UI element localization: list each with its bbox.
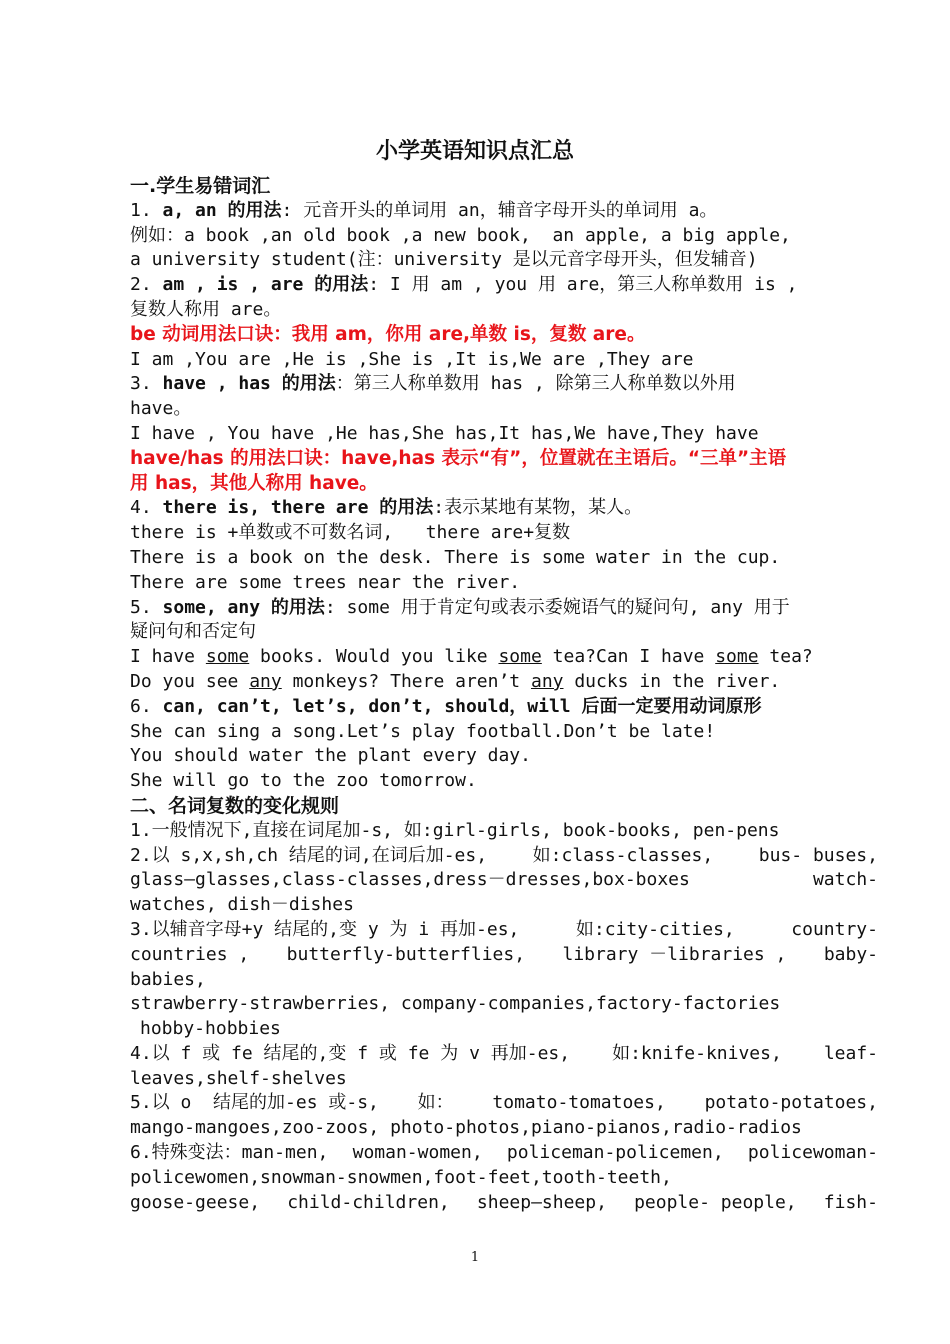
example-text: tea? [758, 646, 813, 668]
section-heading: 二、名词复数的变化规则 [130, 794, 340, 817]
underlined-word: some [715, 646, 759, 668]
example-line: I have , You have ,He has,She has,It has,We have,They have [130, 422, 759, 444]
plural-rule-6 [130, 1141, 878, 1166]
example-line [130, 670, 878, 695]
rhyme-line: have/has 的用法口诀：have,has 表示“有”，位置就在主语后。“三单”主语 [130, 447, 787, 469]
item-number: 1. [130, 199, 163, 221]
item-title: am , is , are 的用法 [162, 274, 369, 296]
text-segment: policewoman- [747, 1142, 878, 1164]
example-line: a university student(注：university 是以元音字母开头，但发辅音) [130, 249, 758, 271]
rule-am-is-are [130, 273, 878, 298]
rhyme-line: be 动词用法口诀：我用 am，你用 are,单数 is，复数 are。 [130, 323, 646, 345]
plural-rule-3-continued: babies, [130, 968, 206, 990]
text-segment: 3.以辅音字母+y 结尾的,变 y 为 i 再加-es, [130, 918, 520, 940]
document-body [130, 174, 878, 1215]
item-text: :表示某地有某物，某人。 [433, 497, 643, 519]
item-text-continued: 复数人称用 are。 [130, 298, 282, 320]
rhyme-line: 用 has，其他人称用 have。 [130, 472, 378, 494]
text-segment: watch- [812, 869, 878, 891]
text-segment: baby- [823, 943, 878, 965]
example-text: tea?Can I have [541, 646, 716, 668]
text-segment: goose-geese, [130, 1191, 261, 1213]
example-line: She can sing a song.Let’s play football.Don’t be late! [130, 720, 716, 742]
example-line: There are some trees near the river. [130, 571, 521, 593]
plural-rule-4-continued: leaves,shelf-shelves [130, 1067, 347, 1089]
rule-have-has [130, 372, 878, 397]
plural-rule-6-continued [130, 1191, 878, 1216]
text-segment: 2.以 s,x,sh,ch 结尾的词,在词后加-es, [130, 844, 488, 866]
text-segment: sheep—sheep, [476, 1191, 607, 1213]
text-segment: tomato-tomatoes, [492, 1092, 666, 1114]
plural-rule-2-continued [130, 868, 878, 893]
text-segment: 如:knife-knives, [612, 1042, 782, 1064]
rule-there-is-are [130, 496, 878, 521]
example-line: You should water the plant every day. [130, 745, 531, 767]
text-segment: potato-potatoes, [704, 1092, 878, 1114]
text-segment: countries , [130, 943, 250, 965]
item-text: : 元音开头的单词用 an，辅音字母开头的单词用 a。 [281, 199, 718, 221]
plural-rule-3-continued: hobby-hobbies [140, 1018, 281, 1040]
text-segment: 如： [417, 1092, 454, 1114]
text-segment: country- [791, 918, 878, 940]
rule-some-any [130, 596, 878, 621]
plural-rule-5-continued: mango-mangoes,zoo-zoos, photo-photos,piano-pianos,radio-radios [130, 1117, 802, 1139]
example-line: I am ,You are ,He is ,She is ,It is,We are ,They are [130, 348, 694, 370]
example-text: monkeys? There aren’t [281, 670, 531, 692]
example-text: ducks in the river. [563, 670, 781, 692]
plural-rule-6-continued: policewomen,snowman-snowmen,foot-feet,tooth-teeth, [130, 1166, 672, 1188]
item-text-continued: 疑问句和否定句 [130, 621, 256, 643]
text-segment: library －libraries , [562, 943, 787, 965]
text-segment: 6.特殊变法：man-men, [130, 1142, 329, 1164]
text-segment: 如:city-cities, [575, 918, 735, 940]
item-number: 4. [130, 497, 163, 519]
example-text: Do you see [130, 670, 250, 692]
example-text: I have [130, 646, 206, 668]
rule-modal-verbs [130, 695, 878, 720]
example-line [130, 645, 878, 670]
page-title: 小学英语知识点汇总 [375, 139, 574, 164]
underlined-word: any [249, 670, 282, 692]
text-segment: leaf- [823, 1042, 878, 1064]
page-number: 1 [470, 1250, 480, 1265]
text-segment: policeman-policemen, [506, 1142, 724, 1164]
plural-rule-3-continued [130, 943, 878, 968]
item-text-continued: have。 [130, 398, 192, 420]
text-segment: fish- [823, 1191, 878, 1213]
item-title: can, can’t, let’s, don’t, should，will 后面一定要用动词原形 [162, 695, 762, 717]
item-text: : I 用 am , you 用 are，第三人称单数用 is , [368, 274, 798, 296]
example-line: There is a book on the desk. There is some water in the cup. [130, 546, 781, 568]
underlined-word: some [498, 646, 542, 668]
plural-rule-1: 1.一般情况下,直接在词尾加-s, 如:girl-girls, book-books, pen-pens [130, 819, 780, 841]
item-number: 2. [130, 274, 163, 296]
text-segment: woman-women, [352, 1142, 483, 1164]
example-line: She will go to the zoo tomorrow. [130, 770, 477, 792]
item-number: 6. [130, 695, 163, 717]
text-segment: 4.以 f 或 fe 结尾的,变 f 或 fe 为 v 再加-es, [130, 1042, 571, 1064]
item-title: a, an 的用法 [162, 199, 282, 221]
plural-rule-2 [130, 844, 878, 869]
item-text-continued: there is +单数或不可数名词, there are+复数 [130, 522, 571, 544]
section-heading: 一.学生易错词汇 [130, 175, 271, 197]
text-segment: 如:class-classes, [532, 844, 714, 866]
text-segment: child-children, [287, 1191, 450, 1213]
item-number: 5. [130, 596, 163, 618]
example-text: books. Would you like [249, 646, 499, 668]
plural-rule-5 [130, 1091, 878, 1116]
plural-rule-4 [130, 1042, 878, 1067]
underlined-word: some [205, 646, 250, 668]
text-segment: bus- buses, [758, 844, 878, 866]
item-title: some, any 的用法 [162, 596, 325, 618]
item-number: 3. [130, 373, 163, 395]
plural-rule-3 [130, 918, 878, 943]
plural-rule-2-continued: watches, dish－dishes [130, 894, 354, 916]
text-segment: 5.以 o 结尾的加-es 或-s, [130, 1092, 379, 1114]
text-segment: people- people, [634, 1191, 797, 1213]
example-line: 例如：a book ,an old book ,a new book, an apple, a big apple, [130, 224, 791, 246]
item-title: have , has 的用法 [162, 373, 336, 395]
item-title: there is, there are 的用法 [162, 497, 434, 519]
plural-rule-3-continued: strawberry-strawberries, company-companies,factory-factories [130, 993, 781, 1015]
item-text: : some 用于肯定句或表示委婉语气的疑问句, any 用于 [324, 596, 790, 618]
text-segment: butterfly-butterflies, [286, 943, 526, 965]
rule-a-an [130, 199, 878, 224]
item-text: ：第三人称单数用 has , 除第三人称单数以外用 [335, 373, 736, 395]
text-segment: glass—glasses,class-classes,dress－dresses,box-boxes [130, 869, 690, 891]
underlined-word: any [530, 670, 564, 692]
